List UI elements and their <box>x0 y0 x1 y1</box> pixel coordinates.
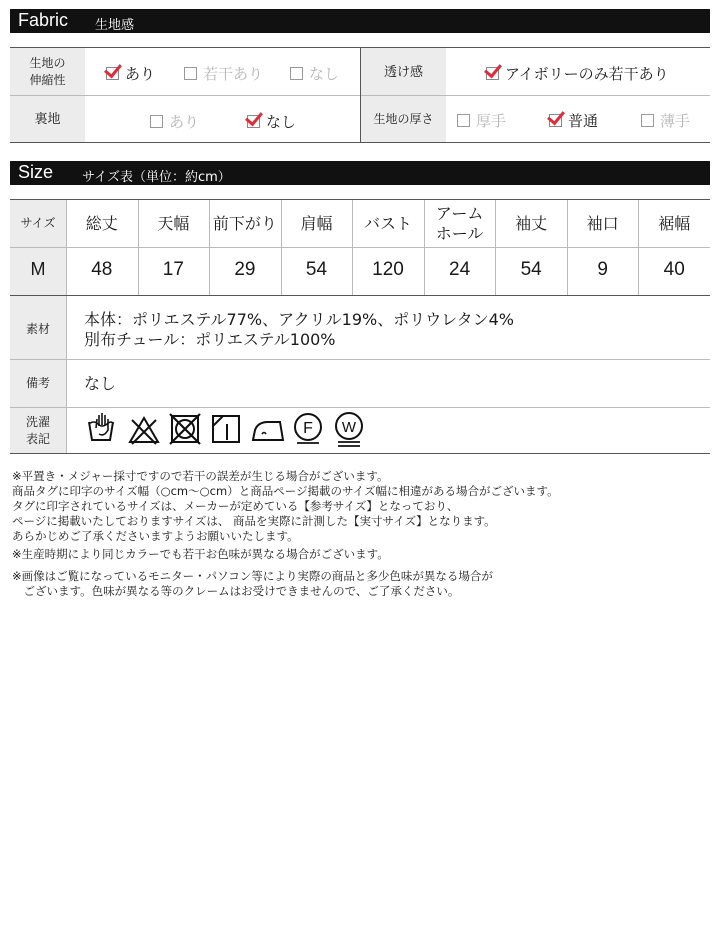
material-line-2: 別布チュール：ポリエステル100% <box>84 330 336 349</box>
checkbox-icon <box>641 114 654 127</box>
divider <box>10 359 710 360</box>
size-column-header: 天幅 <box>157 214 190 233</box>
remarks-label: 備考 <box>25 376 50 390</box>
checkbox-icon <box>150 115 163 128</box>
divider <box>10 247 710 248</box>
stretch-label: 生地の 伸縮性 <box>29 56 66 87</box>
no-bleach-icon <box>127 410 161 446</box>
size-column-header: バスト <box>364 214 413 233</box>
stretch-option-no[interactable]: なし <box>290 63 339 84</box>
size-value: 29 <box>234 259 256 280</box>
note-line: あらかじめご了承くださいますようお願いいたします。 <box>12 529 299 543</box>
size-column-header: 総丈 <box>85 214 118 233</box>
checkbox-icon <box>486 67 499 80</box>
note-line: 商品タグに印字のサイズ幅（○cm～○cm）と商品ページ掲載のサイズ幅に相違がある場合がございます。 <box>12 484 559 498</box>
material-line-1: 本体：ポリエステル77%、アクリル19%、ポリウレタン4% <box>84 310 514 329</box>
thickness-label: 生地の厚さ <box>373 112 434 126</box>
size-title-jp: サイズ表（単位：約cm） <box>82 170 231 185</box>
checkbox-icon <box>106 67 119 80</box>
divider <box>10 407 710 408</box>
size-header <box>10 161 710 185</box>
note-line: ページに掲載いたしておりますサイズは、 商品を実際に計測した【実寸サイズ】となります。 <box>12 514 496 528</box>
lining-option-yes[interactable]: あり <box>150 111 199 132</box>
size-column-header: アーム ホール <box>435 204 484 243</box>
size-value: 54 <box>305 259 328 280</box>
no-tumble-dry-icon <box>168 410 202 446</box>
note-line: ございます。色味が異なる等のクレームはお受けできませんので、ご了承ください。 <box>12 584 460 598</box>
size-column-header: 袖口 <box>586 214 619 233</box>
thickness-option-normal[interactable]: 普通 <box>549 110 598 131</box>
note-line: ※平置き・メジャー採寸ですので若干の誤差が生じる場合がございます。 <box>12 469 389 483</box>
divider <box>10 453 710 454</box>
size-value: 24 <box>449 259 471 280</box>
size-column-header: 肩幅 <box>300 214 333 233</box>
divider <box>10 199 710 200</box>
svg-text:W: W <box>341 419 357 436</box>
size-value: 40 <box>663 259 685 280</box>
drip-dry-shade-icon <box>210 410 242 446</box>
checkbox-icon <box>549 114 562 127</box>
size-value: 48 <box>91 259 113 280</box>
size-row-header: サイズ <box>20 216 56 230</box>
note-line: ※画像はご覧になっているモニター・パソコン等により実際の商品と多少色味が異なる場合が <box>12 569 493 583</box>
size-m: M <box>30 259 46 279</box>
material-label: 素材 <box>25 322 50 336</box>
dry-clean-f-icon <box>292 410 324 446</box>
care-label: 洗濯 表記 <box>25 415 50 446</box>
thickness-option-thin[interactable]: 薄手 <box>641 110 690 131</box>
divider <box>10 142 710 143</box>
size-value: 9 <box>597 259 608 280</box>
lining-option-no[interactable]: なし <box>247 111 296 132</box>
thickness-option-thick[interactable]: 厚手 <box>457 110 506 131</box>
fabric-title-en: Fabric <box>18 10 69 30</box>
note-line: タグに印字されているサイズは、メーカーが定めている【参考サイズ】となっており、 <box>12 499 459 513</box>
sheer-label: 透け感 <box>383 65 423 80</box>
remarks-text: なし <box>84 374 117 393</box>
stretch-option-slight[interactable]: 若干あり <box>184 63 263 84</box>
checkbox-icon <box>290 67 303 80</box>
low-iron-icon <box>250 410 286 446</box>
checkbox-icon <box>184 67 197 80</box>
size-value: 17 <box>162 259 184 280</box>
size-column-header: 袖丈 <box>515 214 548 233</box>
lining-label: 裏地 <box>34 112 61 127</box>
size-column-header: 前下がり <box>212 214 277 233</box>
size-value: 120 <box>372 259 404 280</box>
hand-wash-icon <box>86 410 116 446</box>
checkbox-icon <box>457 114 470 127</box>
size-value: 54 <box>520 259 542 280</box>
size-column-header: 裾幅 <box>658 214 691 233</box>
svg-text:F: F <box>303 420 313 437</box>
checkbox-icon <box>247 115 260 128</box>
fabric-title-jp: 生地感 <box>95 18 135 33</box>
note-line: ※生産時期により同じカラーでも若干お色味が異なる場合がございます。 <box>12 547 389 561</box>
fabric-header <box>10 9 710 33</box>
divider <box>66 296 67 453</box>
size-title-en: Size <box>18 162 54 182</box>
sheer-option[interactable]: アイボリーのみ若干あり <box>486 63 669 84</box>
stretch-option-yes[interactable]: あり <box>106 63 155 84</box>
divider <box>10 295 710 296</box>
wet-clean-w-icon <box>333 410 365 450</box>
